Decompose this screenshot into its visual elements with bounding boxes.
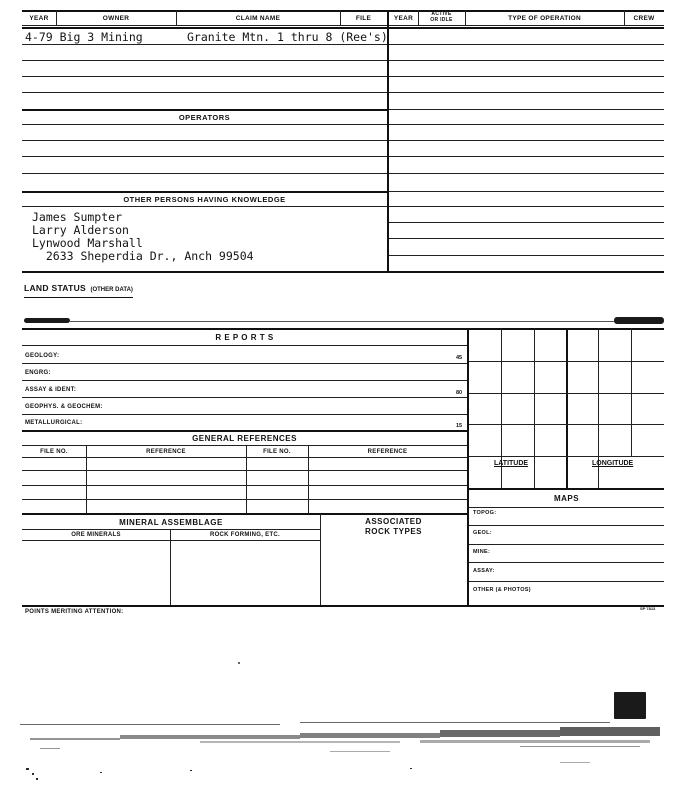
person-3: Lynwood Marshall: [32, 236, 143, 250]
header-active: ACTIVE: [431, 11, 452, 17]
associated-line-1: ASSOCIATED: [365, 517, 422, 526]
person-1: James Sumpter: [32, 210, 123, 224]
header-owner: OWNER: [102, 15, 130, 22]
person-address: 2633 Sheperdia Dr., Anch 99504: [32, 249, 254, 263]
report-metallurgical-code: 15: [456, 423, 463, 429]
land-status-label: LAND STATUS: [24, 283, 87, 293]
gr-header-file-no-1: FILE NO.: [40, 449, 68, 455]
maps-assay: ASSAY:: [473, 568, 495, 574]
gr-header-reference-1: REFERENCE: [146, 449, 186, 455]
header-type-of-operation: TYPE OF OPERATION: [508, 15, 581, 22]
other-persons-title: OTHER PERSONS HAVING KNOWLEDGE: [123, 195, 286, 204]
form-code: SP 7813: [640, 606, 656, 611]
maps-geol: GEOL:: [473, 530, 492, 536]
report-metallurgical-label: METALLURGICAL:: [25, 420, 83, 426]
land-status-sub: (OTHER DATA): [90, 287, 133, 293]
points-meriting-attention: POINTS MERITING ATTENTION:: [25, 609, 124, 615]
report-engrg-label: ENGRG:: [25, 370, 51, 376]
maps-other: OTHER (& PHOTOS): [473, 587, 531, 593]
header-crew: CREW: [633, 15, 655, 22]
header-idle: OR IDLE: [430, 17, 453, 23]
longitude-label: LONGITUDE: [592, 460, 634, 467]
header-year: YEAR: [29, 15, 49, 22]
mineral-assemblage-title: MINERAL ASSEMBLAGE: [119, 518, 223, 527]
maps-title: MAPS: [553, 494, 580, 503]
rock-forming-header: ROCK FORMING, ETC.: [209, 532, 281, 538]
header-claim-name: CLAIM NAME: [235, 15, 281, 22]
report-assay-code: 80: [456, 390, 463, 396]
operators-title: OPERATORS: [178, 113, 231, 122]
reports-title: R E P O R T S: [215, 333, 274, 342]
entry-year-owner: 4-79 Big 3 Mining: [25, 30, 143, 44]
header-file: FILE: [355, 15, 372, 22]
maps-topog: TOPOG:: [473, 510, 497, 516]
latitude-label: LATITUDE: [494, 460, 529, 467]
gr-header-reference-2: REFERENCE: [367, 449, 408, 455]
gr-header-file-no-2: FILE NO.: [263, 449, 291, 455]
person-2: Larry Alderson: [32, 223, 129, 237]
maps-mine: MINE:: [473, 549, 491, 555]
ore-minerals-header: ORE MINERALS: [71, 532, 121, 538]
report-geology-code: 45: [456, 355, 463, 361]
entry-claim-name: Granite Mtn. 1 thru 8 (Ree's): [187, 30, 388, 44]
report-assay-label: ASSAY & IDENT:: [25, 387, 77, 393]
general-references-title: GENERAL REFERENCES: [192, 434, 297, 443]
header-year-2: YEAR: [393, 15, 414, 22]
report-geology-label: GEOLOGY:: [25, 353, 60, 359]
report-geophys-label: GEOPHYS. & GEOCHEM:: [25, 404, 103, 410]
associated-line-2: ROCK TYPES: [364, 527, 422, 536]
